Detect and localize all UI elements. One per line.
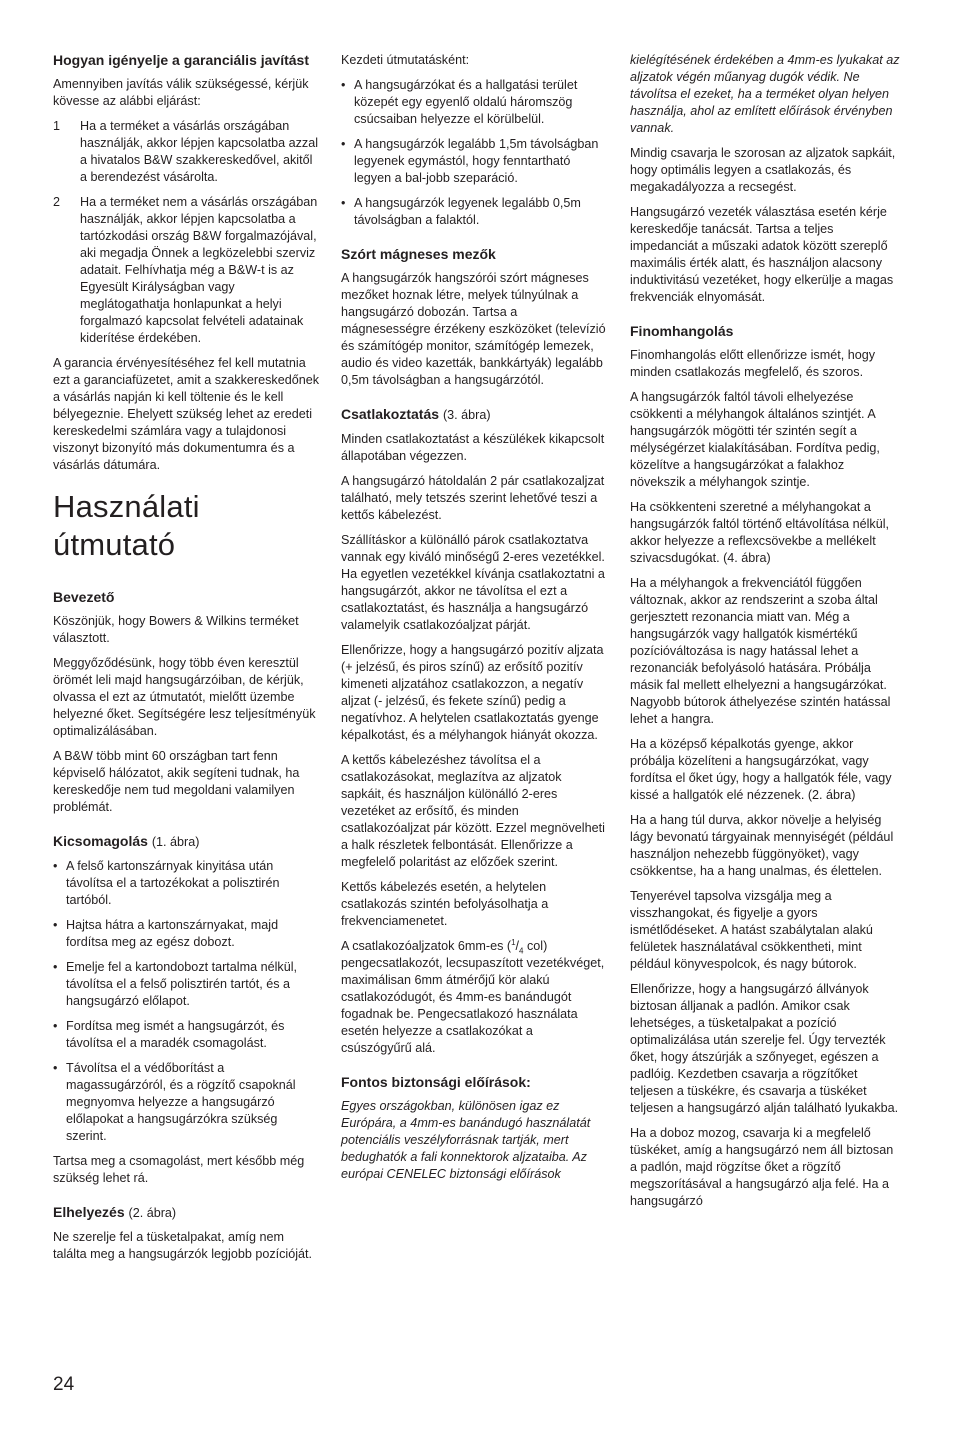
finetune-paragraph: A hangsugárzók faltól távoli elhelyezése csökkenti a mélyhangok általános szintjét. A hangsugárzók mögötti tér szintén segít a mélységérzet kialakításában. Fordítva pedig, közelítve a hangsugárzókat a falakhoz növekszik a mélyhangok szintje.	[630, 390, 880, 489]
intro-paragraph: A B&W több mint 60 országban tart fenn képviselő hálózatot, akik segíteni tudnak, ha kereskedője nem tud megoldani valamilyen problémát.	[53, 749, 300, 814]
connector-text-post: col) pengecsatlakozót, lecsupaszított vezetékvéget, maximálisan 6mm átmérőjű kör alakú csatlakozódugót, és 4mm-es banándugót fogadnak be. Pengecsatlakozó használata esetén helyezze a csatlakozókat a csúszógyűrű alá.	[341, 939, 605, 1055]
magnetic-heading: Szórt mágneses mezők	[341, 246, 496, 262]
page-title: Használati útmutató	[53, 489, 200, 562]
bullet-text: Hajtsa hátra a kartonszárnyakat, majd fordítsa meg az egész dobozt.	[66, 918, 279, 949]
paragraph: Hangsugárzó vezeték választása esetén kérje kereskedője tanácsát. Tartsa a teljes impedanciát a műszaki adatok között szereplő maximális érték alatt, és használjon alacsony induktivitású vezetéket, hogy elkerülje a magas frekvenciák elnyomását.	[630, 205, 894, 304]
unpacking-title: Kicsomagolás	[53, 833, 148, 849]
warranty-intro: Amennyiben javítás válik szükségessé, kérjük kövesse az alábbi eljárást:	[53, 77, 309, 108]
unpacking-outro: Tartsa meg a csomagolást, mert később még szükség lehet rá.	[53, 1154, 305, 1185]
list-item	[53, 118, 321, 186]
bullet-icon: •	[341, 137, 346, 151]
list-item	[53, 1018, 321, 1052]
step-number: 1	[53, 119, 61, 133]
warranty-heading: Hogyan igényelje a garanciális javítást	[53, 52, 309, 68]
step-number: 2	[53, 195, 61, 209]
finetune-paragraph: Ha a doboz mozog, csavarja ki a megfelelő tüskéket, amíg a hangsugárzó nem áll biztosan a padlón, majd rögzítse őket a rögzítő megszorításával a hangsugárzó alja felé. Ha a hangsugárzó	[630, 1126, 894, 1208]
bullet-icon: •	[53, 960, 58, 974]
list-item	[53, 194, 321, 347]
bullet-text: A hangsugárzók legalább 1,5m távolságban legyenek egymástól, hogy fenntartható legyen a bal-jobb szeparáció.	[354, 137, 599, 185]
list-item	[341, 195, 607, 229]
list-item	[53, 959, 321, 1010]
bullet-icon: •	[53, 859, 58, 873]
list-item	[341, 136, 607, 187]
start-list	[341, 77, 607, 229]
intro-paragraph: Meggyőződésünk, hogy több éven keresztül örömét leli majd hangsugárzóiban, de kérjük, olvassa el ezt az útmutatót, mielőtt üzembe helyezné őket. Segítségére lesz teljesítményük optimalizálásában.	[53, 656, 316, 738]
figure-ref: (3. ábra)	[442, 408, 491, 422]
fraction-denominator: 4	[519, 946, 524, 956]
magnetic-text: A hangsugárzók hangszórói szórt mágneses mezőket hoznak létre, melyek túlnyúlnak a hangsugárzó dobozán. Tartsa a mágnesességre érzékeny eszközöket (televízió és számítógép monitor, számítógép lemezek, audio és video kazetták, bankkártyák) legalább 0,5m távolságban a hangsugárzótól.	[341, 271, 606, 387]
list-item	[53, 917, 321, 951]
list-item	[341, 77, 607, 128]
connection-paragraph: Kettős kábelezés esetén, a helytelen csatlakozás szintén befolyásolhatja a frekvenciamenetet.	[341, 880, 549, 928]
bullet-text: A hangsugárzókat és a hallgatási terület közepét egy egyenlő oldalú háromszög csúcsaiban helyezze el körülbelül.	[354, 78, 578, 126]
finetune-paragraph: Ha csökkenteni szeretné a mélyhangokat a hangsugárzók faltól történő eltávolítása nélkül, akkor helyezze a reflexcsövekbe a mellékelt szivacsdugókat. (4. ábra)	[630, 500, 890, 565]
bullet-icon: •	[53, 1019, 58, 1033]
connector-text-pre: A csatlakozóaljzatok 6mm-es (	[341, 939, 512, 953]
page-number: 24	[53, 1374, 75, 1395]
figure-ref: (2. ábra)	[128, 1206, 177, 1220]
warranty-outro: A garancia érvényesítéséhez fel kell mutatnia ezt a garanciafüzetet, amit a szakkereskedőnek a vásárlás napján ki kell töltenie és le kell bélyegeznie. Ehelyett szükség lehet az eredeti kereskedelmi számlára vagy a tulajdonosi viszonyt bizonyító más dokumentumra és a vásárlás dátumára.	[53, 356, 320, 472]
list-item	[53, 858, 321, 909]
fraction-numerator: 1	[511, 937, 516, 947]
connection-title: Csatlakoztatás	[341, 406, 440, 422]
safety-text: Egyes országokban, különösen igaz ez Európára, a 4mm-es banándugó használatát potenciális veszélyforrásnak tartják, mert bedughatók a fali konnektorok aljzataiba. Az európai CENELEC biztonsági előírások	[341, 1099, 591, 1181]
connection-paragraph: Minden csatlakoztatást a készülékek kikapcsolt állapotában végezzen.	[341, 432, 605, 463]
figure-ref: (1. ábra)	[151, 835, 200, 849]
list-item	[53, 1060, 321, 1145]
finetune-paragraph: Tenyerével tapsolva vizsgálja meg a visszhangokat, és figyelje a gyors ismétlődéseket. A hatást szabálytalan alakú felületek használatával csökkentheti, mint például könyvespolcok, és nagy bútorok.	[630, 889, 873, 971]
column-right	[630, 52, 900, 1218]
connector-paragraph: A csatlakozóaljzatok 6mm-es ($^1/_4$ col) pengecsatlakozót, lecsupaszított vezetékvéget, maximálisan 6mm átmérőjű kör alakú csatlakozódugót, és 4mm-es banándugót fogadnak be. Pengecsatlakozó használata esetén helyezze a csatlakozókat a csúszógyűrű alá.	[341, 937, 605, 1055]
bullet-text: A hangsugárzók legyenek legalább 0,5m távolságban a falaktól.	[354, 196, 581, 227]
column-middle	[341, 52, 607, 1191]
finetune-paragraph: Ha a hang túl durva, akkor növelje a helyiség lágy bevonatú tárgyainak mennyiségét (például használjon nehezebb függönyöket), vagy csökkentse, ha a hang unalmas, és élettelen.	[630, 813, 894, 878]
bullet-text: Fordítsa meg ismét a hangsugárzót, és távolítsa el a maradék csomagolást.	[66, 1019, 285, 1050]
connection-paragraph: A hangsugárzó hátoldalán 2 pár csatlakozaljzat található, mely tetszés szerint lehetővé teszi a kettős kábelezést.	[341, 474, 605, 522]
finetune-paragraph: Finomhangolás előtt ellenőrizze ismét, hogy minden csatlakozás megfelelő, és szoros.	[630, 348, 876, 379]
intro-heading: Bevezető	[53, 589, 115, 605]
placement-title: Elhelyezés	[53, 1204, 125, 1220]
connection-paragraph: Ellenőrizze, hogy a hangsugárzó pozitív aljzata (+ jelzésű, és piros színű) az erősítő pozitív kimeneti aljzatához csatlakozzon, a negatív aljzat (- jelzésű, és fekete színű) pedig a negatívhoz. A helytelen csatlakoztatás gyenge képalkotást, és a mélyhangok hiányát okozza.	[341, 643, 604, 742]
bullet-text: Távolítsa el a védőborítást a magassugárzóról, és a rögzítő csapoknál megnyomva helyezze a hangsugárzó előlapokat a hangsugárzókra szükség szerint.	[66, 1061, 296, 1143]
connection-paragraph: A kettős kábelezéshez távolítsa el a csatlakozásokat, meglazítva az aljzatok sapkáit, és használjon különálló 2-eres vezetéket az erősítő, és minden csatlakozóaljzat pár között. Ezzel megnövelheti a halk részletek felbontását. Ellenőrizze a megfelelő polaritást az előzőek szerint.	[341, 753, 605, 869]
connection-paragraph: Szállításkor a különálló párok csatlakoztatva vannak egy kiváló minőségű 2-eres vezetékkel. Ha egyetlen vezetékkel kívánja csatlakoztatni a hangsugárzót, akkor ne távolítsa el ezt a csatlakoztatást, és használja a hangsugárzó valamelyik csatlakozóaljzat párját.	[341, 533, 605, 632]
connection-heading	[341, 406, 607, 424]
safety-heading: Fontos biztonsági előírások:	[341, 1074, 531, 1090]
finetune-paragraph: Ha a mélyhangok a frekvenciától függően változnak, akkor az rendszerint a szoba által gerjesztett rezonancia miatt van. Még a hangsugárzók vagy hallgatók kismértékű pozícióváltozása is nagy hatással lehet a rezonanciák befolyásoló hatására. Próbálja másik fal mellett elhelyezni a hangsugárzókat. Nagyobb bútorok áthelyezése szintén hatással lehet a hangra.	[630, 576, 891, 726]
bullet-text: A felső kartonszárnyak kinyitása után távolítsa el a tartozékokat a polisztirén tartóból.	[66, 859, 280, 907]
step-text: Ha a terméket a vásárlás országában használják, akkor lépjen kapcsolatba azzal a hivatalos B&W szakkereskedővel, akitől a berendezést vásárolta.	[80, 119, 319, 184]
step-text: Ha a terméket nem a vásárlás országában használják, akkor lépjen kapcsolatba a tartózkodási ország B&W forgalmazójával, aki megadja Önnek a legközelebbi szerviz adatait. Felhívhatja még a B&W-t is az Egyesült Királyságban vagy meglátogathatja honlapunkat a helyi forgalmazó kapcsolat felvételi adatainak kiderítése érdekében.	[80, 195, 318, 345]
start-label: Kezdeti útmutatásként:	[341, 53, 470, 67]
bullet-icon: •	[341, 196, 346, 210]
paragraph: Mindig csavarja le szorosan az aljzatok sapkáit, hogy optimális legyen a csatlakozás, és megakadályozza a recsegést.	[630, 146, 896, 194]
bullet-icon: •	[341, 78, 346, 92]
safety-text-continued: kielégítésének érdekében a 4mm-es lyukakat az aljzatok végén műanyag dugók védik. Ne távolítsa el ezeket, ha a terméket olyan helyen használja, ahol az említett előírások érvényben vannak.	[630, 53, 900, 135]
finetune-paragraph: Ellenőrizze, hogy a hangsugárzó állványok biztosan álljanak a padlón. Amikor csak lehetséges, a tüsketalpakat a pozíció optimalizálása után szerelje fel. Úgy tervezték őket, hogy átszúrják a szőnyeget, egészen a padlóig. Kezdetben csavarja a rögzítőket teljesen a tüskékre, és csavarja a tüskéket teljesen a hangsugárzó alján található lyukakba.	[630, 982, 899, 1115]
bullet-icon: •	[53, 1061, 58, 1075]
finetune-heading: Finomhangolás	[630, 323, 734, 339]
intro-paragraph: Köszönjük, hogy Bowers & Wilkins terméket választott.	[53, 614, 299, 645]
unpacking-list	[53, 858, 321, 1145]
placement-heading	[53, 1204, 321, 1222]
finetune-paragraph: Ha a középső képalkotás gyenge, akkor próbálja közelíteni a hangsugárzókat, vagy fordítsa el őket úgy, hogy a hallgatók féle, vagy kissé a hallgatók elé nézzenek. (2. ábra)	[630, 737, 892, 802]
warranty-steps	[53, 118, 321, 347]
unpacking-heading	[53, 833, 321, 851]
bullet-icon: •	[53, 918, 58, 932]
bullet-text: Emelje fel a kartondobozt tartalma nélkül, távolítsa el a felső polisztirén tartót, és a hangsugárzó előlapot.	[66, 960, 298, 1008]
column-left	[53, 52, 321, 1271]
placement-text: Ne szerelje fel a tüsketalpakat, amíg nem találta meg a hangsugárzók legjobb pozícióját.	[53, 1230, 313, 1261]
